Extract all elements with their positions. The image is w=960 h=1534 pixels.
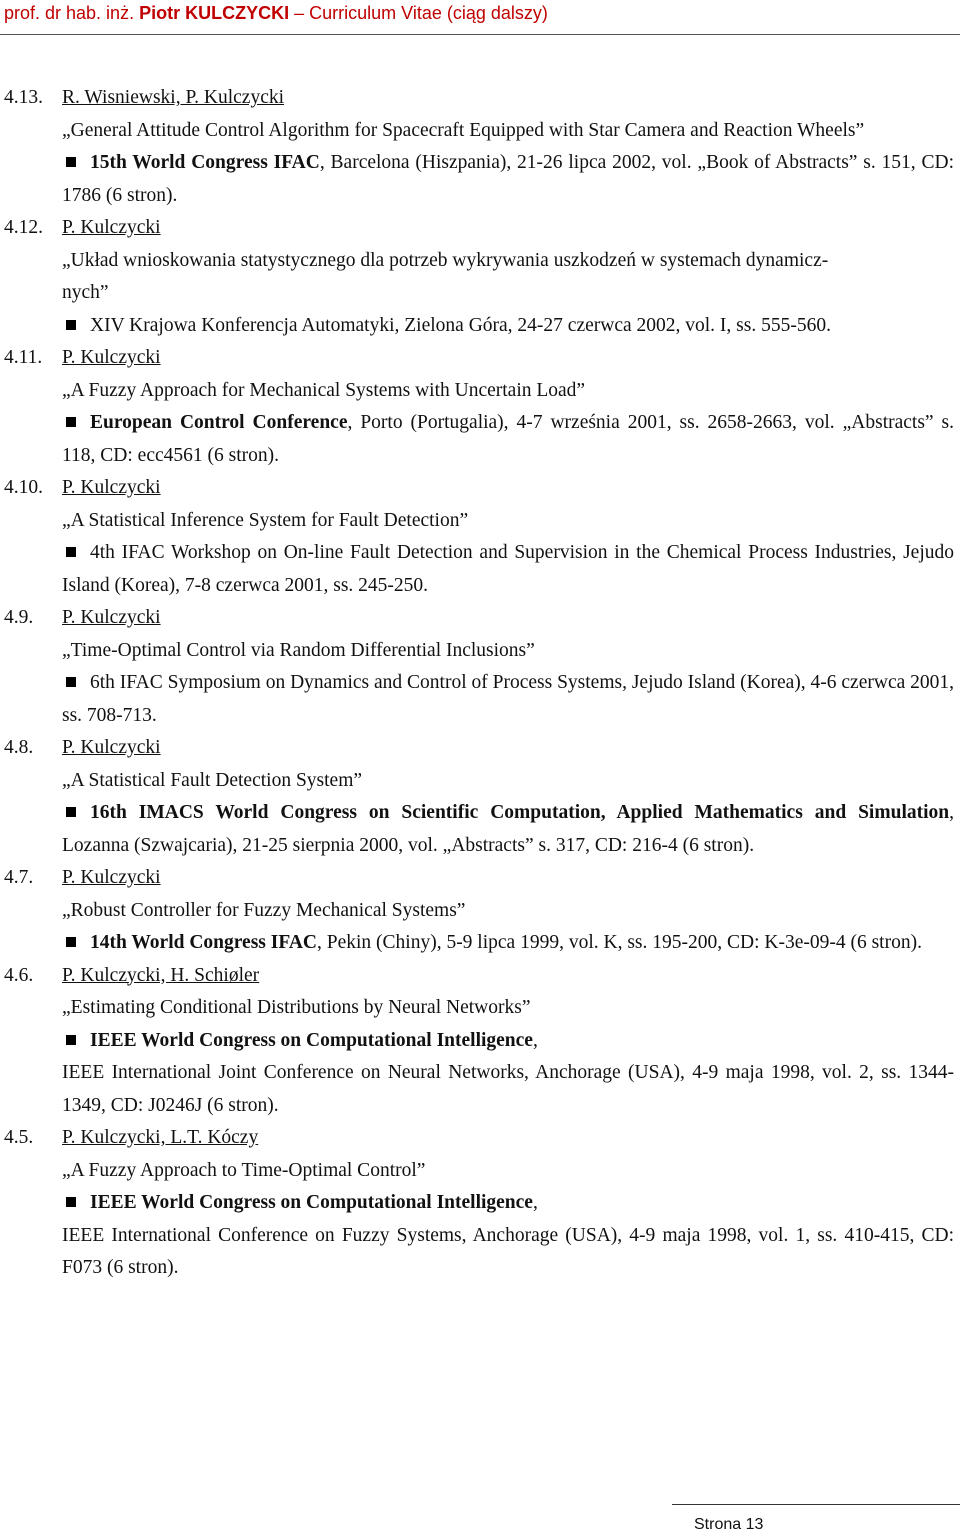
entry-title: „A Fuzzy Approach for Mechanical Systems with Uncertain Load” (62, 379, 586, 401)
square-bullet-icon (66, 547, 76, 557)
entry-authors (62, 347, 161, 368)
entry-venue-name: IEEE World Congress on Computational Intelligence (90, 1192, 533, 1213)
header-divider (0, 34, 960, 35)
entry-authors-text: P. Kulczycki (62, 477, 161, 498)
entry-venue-details: , Barcelona (Hiszpania), 21-26 lipca 2002, vol. „Book of Abstracts” s. 151, CD: 1786 (6 stron). (62, 152, 955, 206)
entry-venue-details: , Porto (Portugalia), 4-7 września 2001, ss. 2658-2663, vol. „Abstracts” s. 118, CD: ecc4561 (6 stron). (62, 412, 954, 466)
entry-venue (62, 1187, 954, 1220)
entry-title: „A Statistical Fault Detection System” (62, 769, 363, 791)
entry-authors-text: P. Kulczycki (62, 347, 161, 368)
publication-entry (0, 1122, 960, 1285)
entry-venue (62, 927, 954, 960)
publication-list (0, 82, 960, 1285)
entry-number: 4.5. (4, 1127, 34, 1148)
publication-entry (0, 472, 960, 602)
entry-number: 4.12. (4, 217, 43, 238)
entry-venue (62, 667, 954, 732)
entry-authors (62, 867, 161, 888)
entry-number: 4.13. (4, 87, 43, 108)
entry-authors-text: P. Kulczycki (62, 607, 161, 628)
square-bullet-icon (66, 320, 76, 330)
entry-number: 4.6. (4, 964, 34, 986)
entry-venue (62, 537, 954, 602)
header-title-prefix: prof. dr hab. inż. (4, 3, 135, 23)
entry-title: „A Statistical Inference System for Fault Detection” (62, 509, 469, 531)
square-bullet-icon (66, 807, 76, 817)
entry-authors (62, 477, 161, 498)
entry-venue-name: 15th World Congress IFAC (90, 152, 320, 173)
footer-divider (672, 1504, 960, 1505)
square-bullet-icon (66, 1197, 76, 1207)
square-bullet-icon (66, 1035, 76, 1045)
publication-entry (0, 862, 960, 960)
entry-venue-name: 16th IMACS World Congress on Scientific Computation, Applied Mathematics and Simulation (90, 802, 950, 823)
publication-entry (0, 212, 960, 342)
entry-venue (62, 147, 954, 212)
entry-authors-text: P. Kulczycki (62, 867, 161, 888)
entry-number: 4.9. (4, 607, 34, 628)
page-header (4, 2, 548, 24)
square-bullet-icon (66, 677, 76, 687)
entry-title: „Robust Controller for Fuzzy Mechanical Systems” (62, 899, 466, 921)
entry-conference-details: IEEE International Joint Conference on Neural Networks, Anchorage (USA), 4-9 maja 1998, vol. 2, ss. 1344-1349, CD: J0246J (6 stron). (62, 1062, 954, 1116)
square-bullet-icon (66, 157, 76, 167)
entry-authors-text: P. Kulczycki (62, 737, 161, 758)
entry-authors (62, 737, 161, 758)
entry-venue-details: , (532, 1192, 538, 1213)
entry-number: 4.7. (4, 867, 34, 888)
entry-number: 4.11. (4, 347, 43, 368)
entry-title: „Estimating Conditional Distributions by Neural Networks” (62, 997, 531, 1018)
entry-venue (62, 797, 954, 862)
entry-title: „Time-Optimal Control via Random Differential Inclusions” (62, 639, 535, 661)
entry-authors (62, 965, 259, 986)
entry-number: 4.10. (4, 477, 43, 498)
square-bullet-icon (66, 937, 76, 947)
entry-venue (62, 1025, 954, 1058)
entry-authors-text: P. Kulczycki, H. Schiøler (62, 964, 260, 986)
publication-entry (0, 82, 960, 212)
entry-venue-details: , Pekin (Chiny), 5-9 lipca 1999, vol. K, ss. 195-200, CD: K-3e-09-4 (6 stron). (316, 932, 922, 953)
entry-venue-details: 4th IFAC Workshop on On-line Fault Detection and Supervision in the Chemical Process Industries, Jejudo Island (Korea), 7-8 czerwca 2001, ss. 245-250. (62, 542, 954, 596)
publication-entry (0, 342, 960, 472)
entry-authors (62, 607, 161, 628)
entry-title: „A Fuzzy Approach to Time-Optimal Control” (62, 1159, 426, 1181)
entry-authors (62, 1127, 258, 1148)
entry-conference-details: IEEE International Conference on Fuzzy Systems, Anchorage (USA), 4-9 maja 1998, vol. 1, ss. 410-415, CD: F073 (6 stron). (62, 1224, 954, 1278)
entry-venue-name: European Control Conference (90, 412, 348, 433)
square-bullet-icon (66, 417, 76, 427)
entry-authors (62, 217, 161, 238)
entry-authors-text: P. Kulczycki, L.T. Kóczy (62, 1127, 259, 1148)
entry-venue-details: , (532, 1029, 538, 1051)
entry-venue-name: 14th World Congress IFAC (90, 932, 317, 953)
entry-title: „General Attitude Control Algorithm for Spacecraft Equipped with Star Camera and Reaction Wheels” (62, 119, 865, 141)
publication-entry (0, 602, 960, 732)
header-author-name: Piotr KULCZYCKI (139, 3, 290, 23)
entry-venue-details: XIV Krajowa Konferencja Automatyki, Zielona Góra, 24-27 czerwca 2002, vol. I, ss. 555-560. (90, 314, 831, 336)
page-number: Strona 13 (694, 1516, 764, 1533)
entry-number: 4.8. (4, 737, 34, 758)
entry-authors-text: R. Wisniewski, P. Kulczycki (62, 87, 285, 108)
publication-entry (0, 732, 960, 862)
entry-venue (62, 310, 954, 343)
entry-venue (62, 407, 954, 472)
entry-venue-details: , Lozanna (Szwajcaria), 21-25 sierpnia 2000, vol. „Abstracts” s. 317, CD: 216-4 (6 stron). (62, 802, 954, 856)
entry-authors (62, 87, 284, 108)
entry-title: „Układ wnioskowania statystycznego dla potrzeb wykrywania uszkodzeń w systemach dynamicz- nych” (62, 249, 829, 303)
entry-authors-text: P. Kulczycki (62, 217, 161, 238)
publication-entry (0, 960, 960, 1123)
entry-venue-name: IEEE World Congress on Computational Intelligence (90, 1029, 533, 1051)
header-document-title: – Curriculum Vitae (ciąg dalszy) (294, 3, 548, 23)
entry-venue-details: 6th IFAC Symposium on Dynamics and Control of Process Systems, Jejudo Island (Korea), 4-6 czerwca 2001, ss. 708-713. (62, 672, 955, 726)
